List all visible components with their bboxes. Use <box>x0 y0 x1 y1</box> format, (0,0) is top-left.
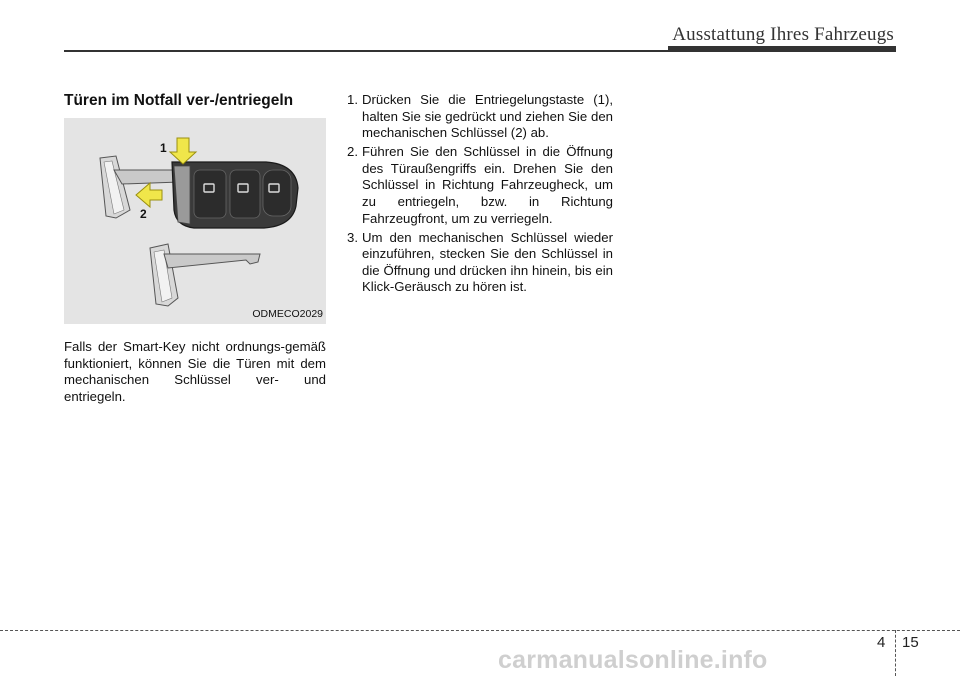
callout-2: 2 <box>140 207 147 221</box>
chapter-number: 4 <box>877 634 886 651</box>
step-text: Drücken Sie die Entriegelungstaste (1), halten Sie sie gedrückt und ziehen Sie den mechanischen Schlüssel (2) ab. <box>362 92 613 141</box>
watermark: carmanualsonline.info <box>498 646 768 674</box>
footer-divider <box>895 630 896 676</box>
mechanical-key-lower <box>150 244 260 306</box>
step-item <box>347 144 613 227</box>
header-rule-accent <box>668 46 896 52</box>
intro-paragraph: Falls der Smart-Key nicht ordnungs-gemäß funktioniert, können Sie die Türen mit dem mechanischen Schlüssel ver- und entriegeln. <box>64 339 326 404</box>
instruction-steps <box>347 92 613 298</box>
step-number: 3. <box>347 229 358 245</box>
running-header: Ausstattung Ihres Fahrzeugs <box>672 24 894 45</box>
step-text: Führen Sie den Schlüssel in die Öffnung des Türaußengriffs ein. Drehen Sie den Schlüssel in Richtung Fahrzeugheck, um zu entriegeln, bzw. in Richtung Fahrzeugfront, um zu verriegeln. <box>362 144 613 226</box>
smart-key-drawing <box>64 118 326 324</box>
key-illustration <box>64 118 326 324</box>
step-text: Um den mechanischen Schlüssel wieder einzuführen, stecken Sie den Schlüssel in die Öffnung und drücken ihn hinein, bis ein Klick-Geräusch zu hören ist. <box>362 229 613 295</box>
step-number: 1. <box>347 92 358 107</box>
step-number: 2. <box>347 144 358 160</box>
callout-1: 1 <box>160 141 167 155</box>
page-number: 15 <box>902 634 919 651</box>
section-title: Türen im Notfall ver-/entriegeln <box>64 92 294 109</box>
figure-caption: ODMECO2029 <box>252 308 323 320</box>
footer-rule <box>0 630 960 631</box>
step-item <box>347 230 613 296</box>
smart-key-fob <box>172 162 298 228</box>
step-item <box>347 92 613 142</box>
header-rule <box>64 50 668 52</box>
